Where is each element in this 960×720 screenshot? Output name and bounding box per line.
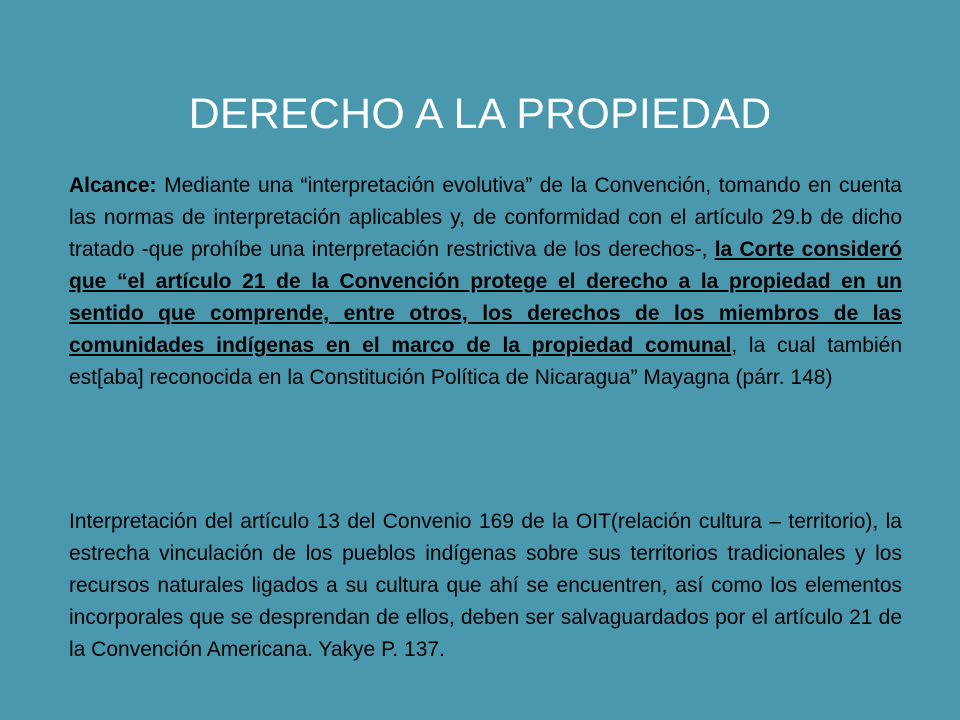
slide-title: DERECHO A LA PROPIEDAD (188, 90, 772, 138)
alcance-underlined-quote: la Corte consideró que “el artículo 21 de la Convención protege el derecho a la propiedad en un sentido que comprende, entre otros, los derechos de los miembros de las comunidades indígenas en el marco de la propiedad comunal (69, 238, 902, 357)
paragraph-interpretacion (69, 506, 902, 666)
alcance-label: Alcance: (69, 174, 157, 197)
paragraph-alcance (69, 170, 902, 394)
paragraph-interpretacion-text: Interpretación del artículo 13 del Convenio 169 de la OIT(relación cultura – territorio), la estrecha vinculación de los pueblos indígenas sobre sus territorios tradicionales y los recursos naturales ligados a su cultura que ahí se encuentren, así como los elementos incorporales que se desprendan de ellos, deben ser salvaguardados por el artículo 21 de la Convención Americana. Yakye P. 137. (69, 510, 902, 661)
paragraph-alcance-text (69, 170, 902, 394)
alcance-text-after: , la cual también est[aba] reconocida en la Constitución Política de Nicaragua” Mayagna (párr. 148) (69, 334, 902, 389)
alcance-text-before: Mediante una “interpretación evolutiva” de la Convención, tomando en cuenta las normas de interpretación aplicables y, de conformidad con el artículo 29.b de dicho tratado -que prohíbe una interpretación restrictiva de los derechos-, (69, 174, 902, 261)
